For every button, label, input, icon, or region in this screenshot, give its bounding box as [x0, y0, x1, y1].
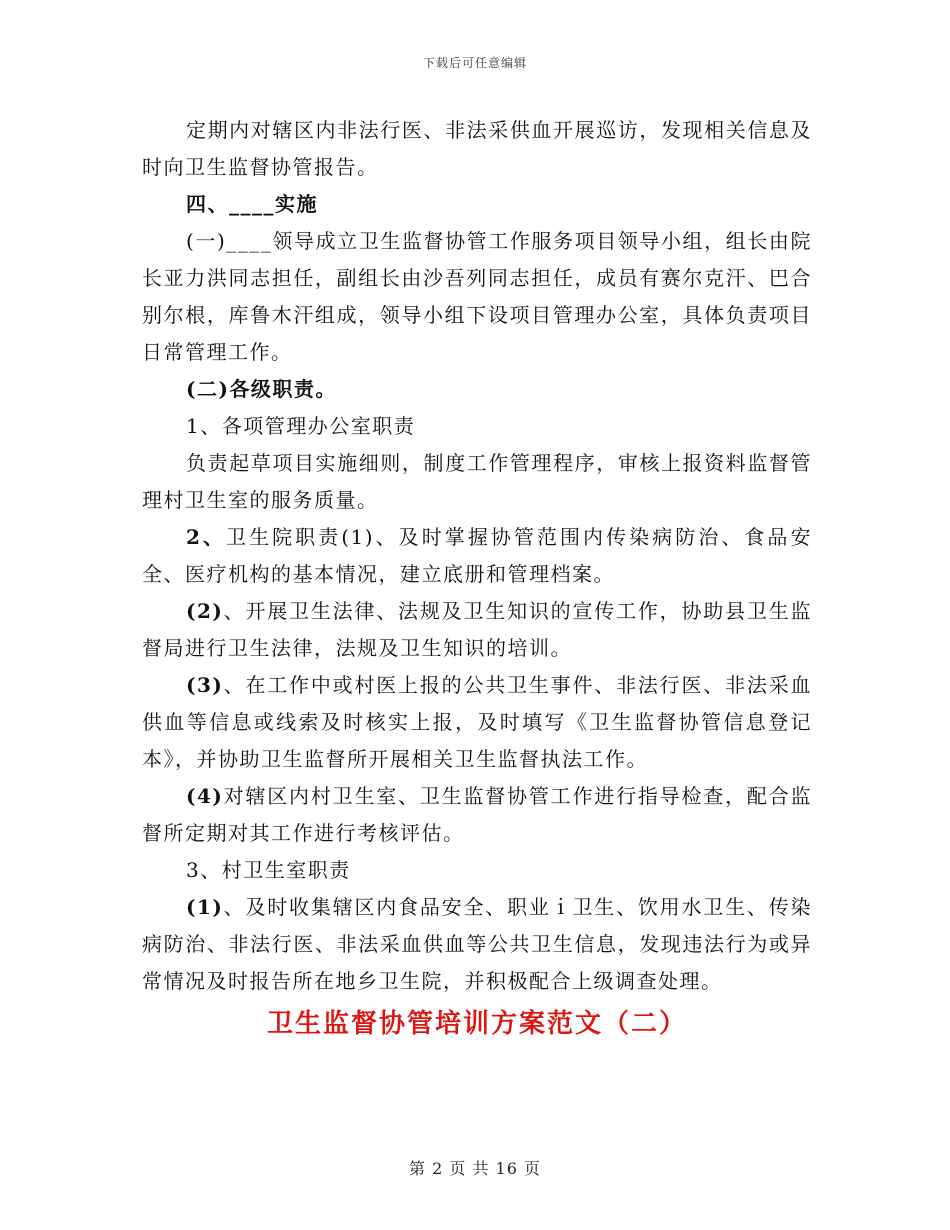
item-number: (3): [186, 673, 224, 697]
page-number-footer: 第 2 页 共 16 页: [409, 1159, 541, 1178]
page-header-note: 下载后可任意编辑: [422, 56, 527, 70]
subheading-responsibilities: (二)各级职责。: [186, 377, 337, 401]
item-office-duties-title: 1、各项管理办公室职责: [186, 414, 416, 438]
item-number: (4): [186, 784, 224, 808]
item-health-center-duty-3: [142, 667, 812, 778]
item-number: (1): [186, 895, 224, 919]
item-text: 、开展卫生法律、法规及卫生知识的宣传工作，协助县卫生监督局进行卫生法律，法规及卫生知识的培训。: [142, 599, 812, 660]
section-title: 卫生监督协管培训方案范文（二）: [266, 1009, 687, 1039]
item-health-center-duty-4: [142, 778, 812, 852]
item-health-center-duty-2: [142, 593, 812, 667]
item-village-clinic-duty-1: [142, 889, 812, 1000]
item-text: 、在工作中或村医上报的公共卫生事件、非法行医、非法采血供血等信息或线索及时核实上报，及时填写《卫生监督协管信息登记本》，并协助卫生监督所开展相关卫生监督执法工作。: [142, 673, 812, 771]
item-number: 2、: [186, 525, 227, 549]
paragraph-leadership-group: (一)____领导成立卫生监督协管工作服务项目领导小组，组长由院长亚力洪同志担任，副组长由沙吾列同志担任，成员有赛尔克汗、巴合别尔根，库鲁木汗组成，领导小组下设项目管理办公室，具体负责项目日常管理工作。: [142, 229, 812, 364]
item-office-duties-body: 负责起草项目实施细则，制度工作管理程序，审核上报资料监督管理村卫生室的服务质量。: [142, 451, 812, 512]
item-village-clinic-title: 3、村卫生室职责: [186, 858, 351, 882]
item-text: 对辖区内村卫生室、卫生监督协管工作进行指导检查，配合监督所定期对其工作进行考核评估。: [142, 784, 812, 845]
item-text: 、及时收集辖区内食品安全、职业ｉ卫生、饮用水卫生、传染病防治、非法行医、非法采血供血等公共卫生信息，发现违法行为或异常情况及时报告所在地乡卫生院，并积极配合上级调查处理。: [142, 895, 812, 993]
item-number: (2): [186, 599, 224, 623]
item-health-center-duties: [142, 519, 812, 593]
paragraph-patrol: 定期内对辖区内非法行医、非法采供血开展巡访，发现相关信息及时向卫生监督协管报告。: [142, 118, 812, 179]
document-body: [142, 112, 812, 1046]
section-heading-implementation: 四、____实施: [186, 192, 318, 216]
item-text: 卫生院职责(1)、及时掌握协管范围内传染病防治、食品安全、医疗机构的基本情况，建立底册和管理档案。: [142, 525, 812, 586]
